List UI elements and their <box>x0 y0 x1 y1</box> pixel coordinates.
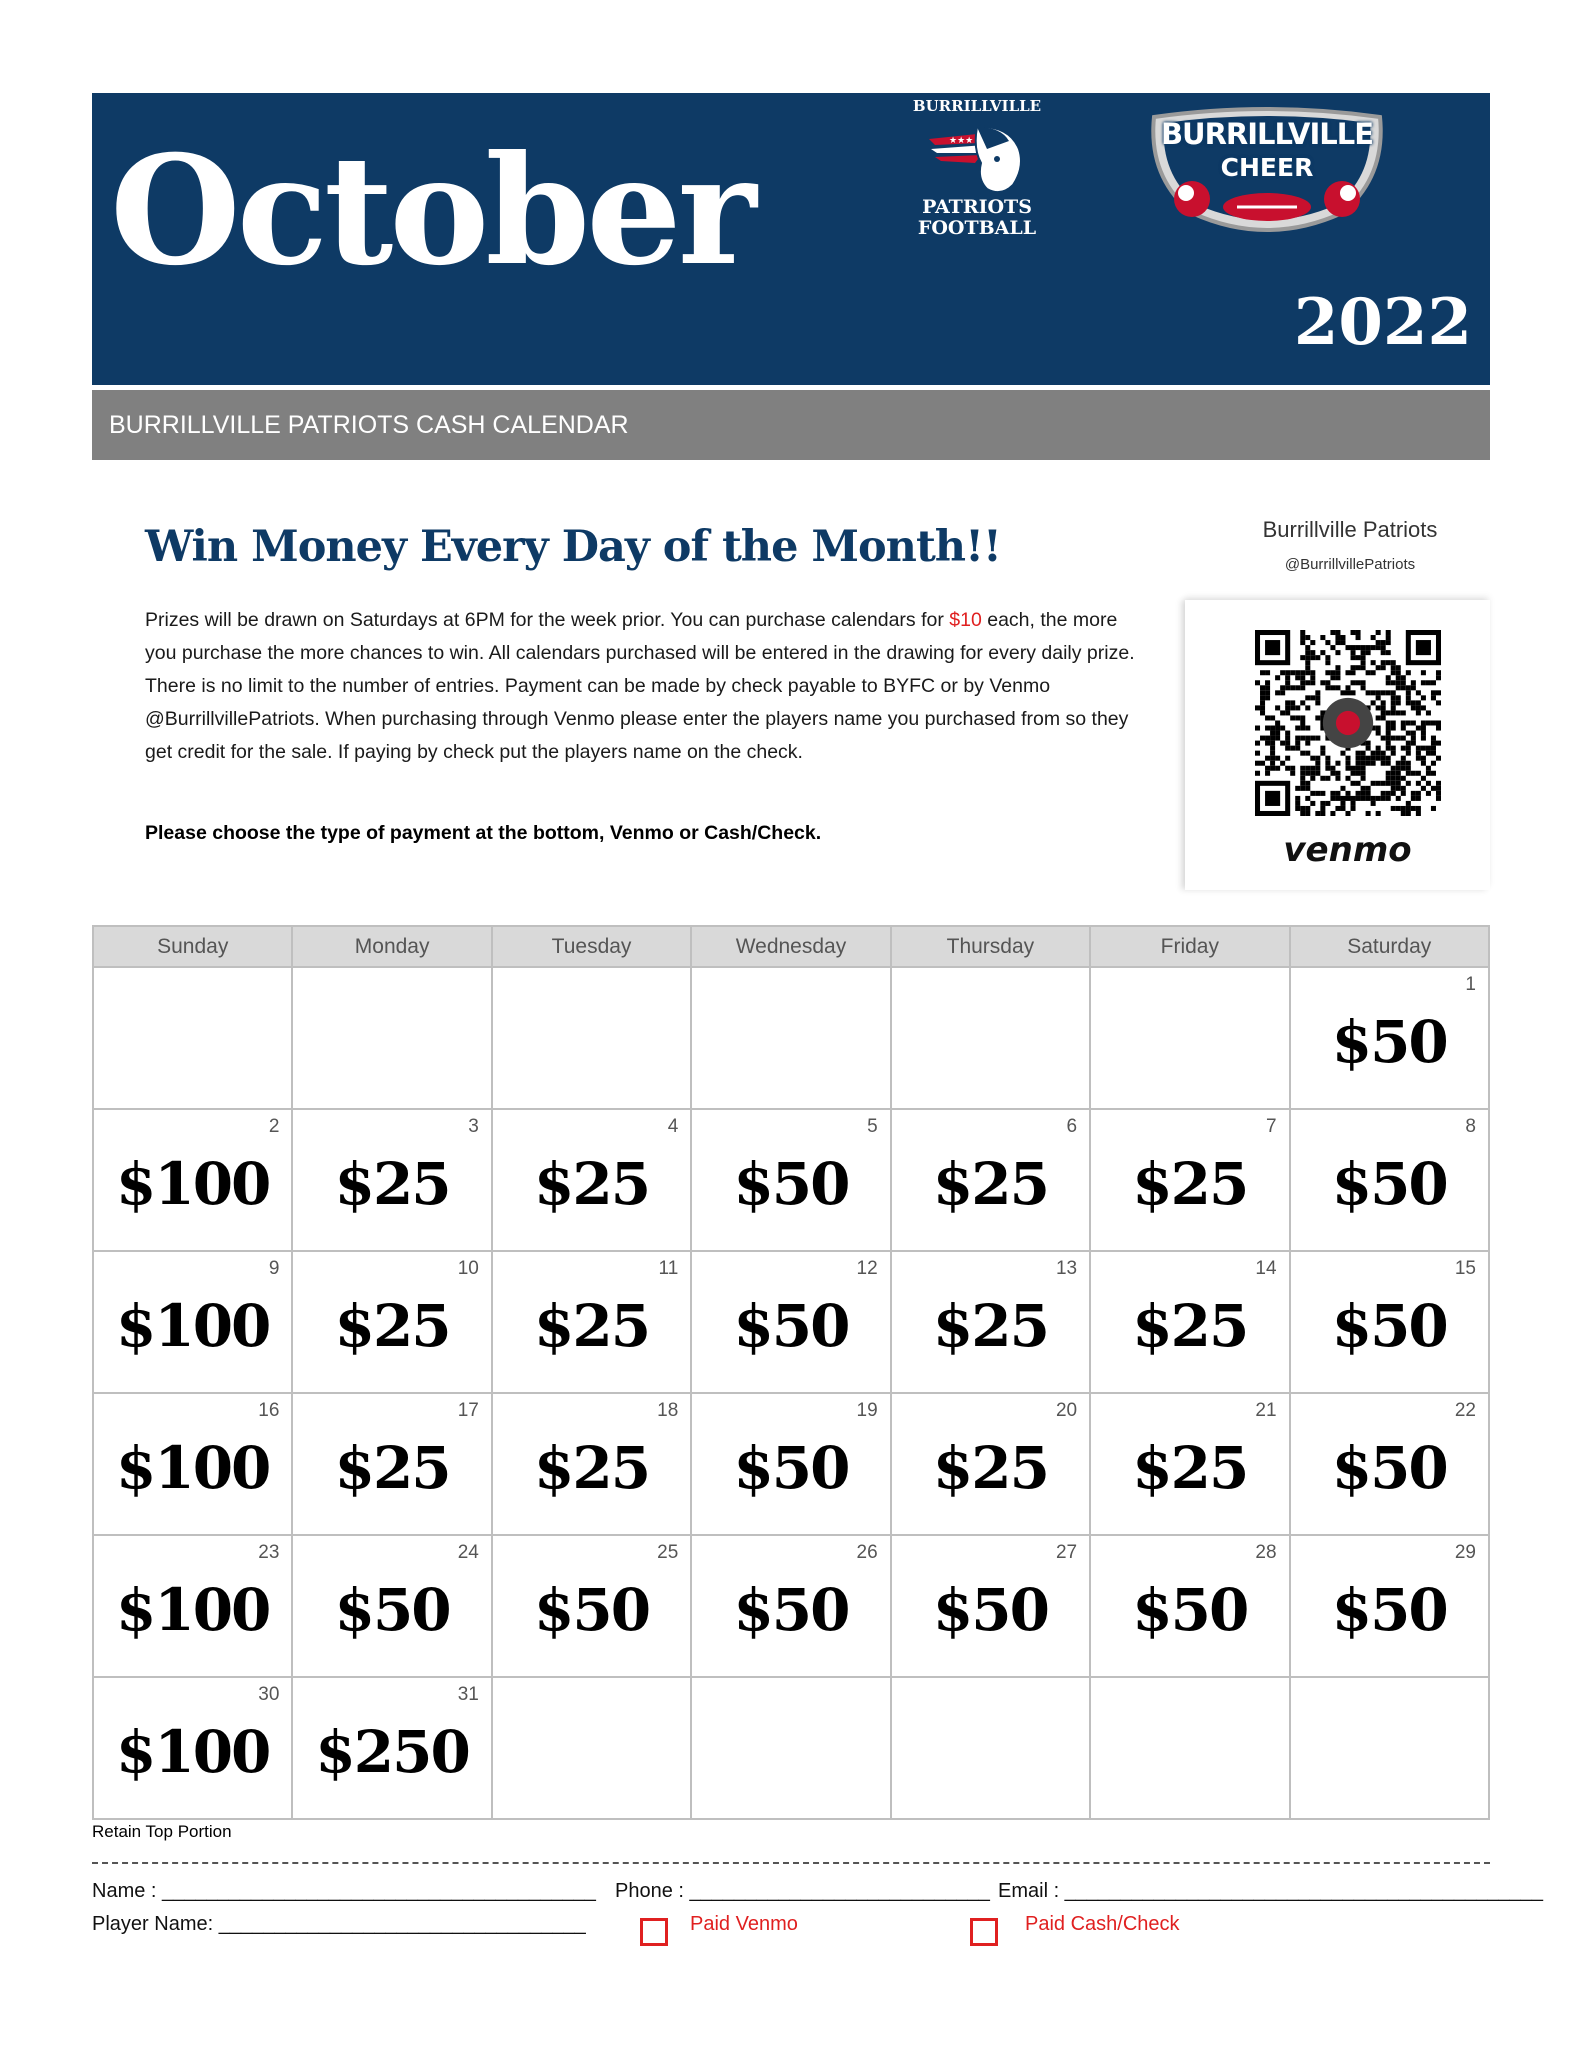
prize-amount: $100 <box>115 1718 270 1786</box>
player-name-field[interactable]: Player Name: _________________________________ <box>92 1913 586 1935</box>
prize-amount: $50 <box>733 1434 849 1502</box>
day-number: 23 <box>258 1542 280 1563</box>
patriot-head-icon <box>927 119 1027 197</box>
prize-amount: $50 <box>1331 1292 1447 1360</box>
empty-day-cell <box>891 1677 1090 1819</box>
day-cell-11 <box>492 1251 691 1393</box>
prize-amount: $100 <box>115 1576 270 1644</box>
calendar-week-row <box>93 1677 1489 1819</box>
prize-amount: $25 <box>534 1292 650 1360</box>
day-cell-20 <box>891 1393 1090 1535</box>
empty-day-cell <box>691 1677 890 1819</box>
day-number: 19 <box>856 1400 878 1421</box>
day-cell-22 <box>1290 1393 1489 1535</box>
day-cell-17 <box>292 1393 491 1535</box>
day-cell-23 <box>93 1535 292 1677</box>
prize-amount: $25 <box>932 1150 1048 1218</box>
day-cell-21 <box>1090 1393 1289 1535</box>
day-number: 9 <box>268 1258 280 1279</box>
prize-amount: $50 <box>1132 1576 1248 1644</box>
empty-day-cell <box>93 967 292 1109</box>
day-number: 14 <box>1255 1258 1277 1279</box>
name-field[interactable]: Name : _______________________________________ <box>92 1880 596 1902</box>
prize-amount: $25 <box>334 1292 450 1360</box>
calendar-week-row <box>93 1109 1489 1251</box>
day-number: 10 <box>457 1258 479 1279</box>
prize-amount: $50 <box>733 1576 849 1644</box>
day-cell-25 <box>492 1535 691 1677</box>
day-cell-13 <box>891 1251 1090 1393</box>
day-cell-6 <box>891 1109 1090 1251</box>
day-number: 1 <box>1465 974 1476 995</box>
prize-amount: $25 <box>1132 1434 1248 1502</box>
venmo-card <box>1185 600 1490 890</box>
calendar-week-row <box>93 1251 1489 1393</box>
qr-code-icon[interactable] <box>1255 630 1441 816</box>
calendar-week-row <box>93 1393 1489 1535</box>
day-number: 6 <box>1066 1116 1078 1137</box>
day-number: 28 <box>1255 1542 1277 1563</box>
day-number: 29 <box>1454 1542 1476 1563</box>
cut-line <box>92 1862 1490 1864</box>
day-number: 3 <box>468 1116 479 1137</box>
paid-venmo-label: Paid Venmo <box>690 1913 798 1935</box>
day-number: 25 <box>657 1542 679 1563</box>
weekday-header-monday: Monday <box>292 926 491 967</box>
prize-amount: $250 <box>315 1718 469 1786</box>
day-number: 8 <box>1465 1116 1476 1137</box>
day-cell-26 <box>691 1535 890 1677</box>
day-number: 24 <box>457 1542 479 1563</box>
header-banner <box>92 93 1490 385</box>
day-cell-12 <box>691 1251 890 1393</box>
prize-amount: $25 <box>932 1292 1048 1360</box>
day-cell-8 <box>1290 1109 1489 1251</box>
prize-amount: $25 <box>534 1150 650 1218</box>
day-number: 31 <box>457 1684 479 1705</box>
empty-day-cell <box>492 1677 691 1819</box>
day-number: 26 <box>856 1542 878 1563</box>
paid-venmo-checkbox[interactable] <box>640 1918 668 1946</box>
cheer-logo-line1: BURRILLVILLE <box>1160 117 1374 151</box>
prize-amount: $25 <box>1132 1150 1248 1218</box>
empty-day-cell <box>492 967 691 1109</box>
phone-field[interactable]: Phone : ___________________________ <box>615 1880 990 1902</box>
empty-day-cell <box>1290 1677 1489 1819</box>
prize-amount: $50 <box>932 1576 1048 1644</box>
day-number: 4 <box>667 1116 679 1137</box>
prize-amount: $25 <box>534 1434 650 1502</box>
prize-amount: $100 <box>115 1434 270 1502</box>
prize-amount: $50 <box>1331 1150 1447 1218</box>
prize-amount: $25 <box>932 1434 1048 1502</box>
day-number: 2 <box>268 1116 280 1137</box>
prize-amount: $50 <box>534 1576 650 1644</box>
day-cell-16 <box>93 1393 292 1535</box>
venmo-account-name: Burrillville Patriots <box>1262 517 1438 542</box>
day-cell-1 <box>1290 967 1489 1109</box>
day-number: 30 <box>258 1684 280 1705</box>
day-number: 20 <box>1055 1400 1078 1421</box>
empty-day-cell <box>292 967 491 1109</box>
day-cell-7 <box>1090 1109 1289 1251</box>
day-number: 13 <box>1055 1258 1078 1279</box>
retain-label: Retain Top Portion <box>92 1822 232 1841</box>
prize-amount: $25 <box>334 1434 450 1502</box>
prize-amount: $50 <box>1331 1008 1447 1076</box>
cheer-logo-line2: CHEER <box>1220 153 1314 182</box>
day-number: 18 <box>657 1400 679 1421</box>
weekday-header-thursday: Thursday <box>891 926 1090 967</box>
logo-football-top-text: BURRILLVILLE <box>912 97 1042 115</box>
day-number: 21 <box>1255 1400 1277 1421</box>
day-cell-10 <box>292 1251 491 1393</box>
weekday-header-sunday: Sunday <box>93 926 292 967</box>
payment-note: Please choose the type of payment at the bottom, Venmo or Cash/Check. <box>145 822 822 844</box>
empty-day-cell <box>1090 967 1289 1109</box>
calendar-week-row <box>93 1535 1489 1677</box>
day-cell-2 <box>93 1109 292 1251</box>
prize-amount: $50 <box>733 1292 849 1360</box>
day-number: 7 <box>1265 1116 1277 1137</box>
patriots-football-logo <box>902 97 1052 247</box>
day-number: 22 <box>1454 1400 1476 1421</box>
prize-amount: $100 <box>115 1150 270 1218</box>
empty-day-cell <box>1090 1677 1289 1819</box>
day-cell-30 <box>93 1677 292 1819</box>
day-cell-9 <box>93 1251 292 1393</box>
day-cell-18 <box>492 1393 691 1535</box>
year-label: 2022 <box>1293 285 1472 360</box>
day-cell-3 <box>292 1109 491 1251</box>
day-cell-24 <box>292 1535 491 1677</box>
day-number: 11 <box>658 1258 679 1279</box>
prize-amount: $25 <box>334 1150 450 1218</box>
headline: Win Money Every Day of the Month!! <box>145 522 1001 572</box>
day-cell-4 <box>492 1109 691 1251</box>
price-highlight: $10 <box>949 609 982 631</box>
day-number: 12 <box>856 1258 878 1279</box>
day-cell-15 <box>1290 1251 1489 1393</box>
venmo-account-handle: @BurrillvillePatriots <box>1284 556 1416 573</box>
prize-calendar <box>92 925 1490 1820</box>
day-cell-31 <box>292 1677 491 1819</box>
prize-amount: $50 <box>733 1150 849 1218</box>
intro-paragraph: Prizes will be drawn on Saturdays at 6PM for the week prior. You can purchase calendars for $10 each, the more you purchase the more chances to win. All calendars purchased will be entered in the drawing for every daily prize. There is no limit to the number of entries. Payment can be made by check payable to BYFC or by Venmo @BurrillvillePatriots. When purchasing through Venmo please enter the players name you purchased from so they get credit for the sale. If paying by check put the players name on the check. <box>145 609 1135 763</box>
weekday-header-tuesday: Tuesday <box>492 926 691 967</box>
day-number: 17 <box>457 1400 479 1421</box>
month-title: October <box>110 123 753 299</box>
prize-amount: $25 <box>1132 1292 1248 1360</box>
weekday-header-wednesday: Wednesday <box>691 926 890 967</box>
day-number: 15 <box>1454 1258 1476 1279</box>
weekday-header-friday: Friday <box>1090 926 1289 967</box>
paid-cash-checkbox[interactable] <box>970 1918 998 1946</box>
prize-amount: $50 <box>1331 1576 1447 1644</box>
day-cell-28 <box>1090 1535 1289 1677</box>
subtitle-text: BURRILLVILLE PATRIOTS CASH CALENDAR <box>109 411 629 439</box>
subtitle-bar <box>92 390 1490 460</box>
day-number: 16 <box>258 1400 280 1421</box>
weekday-header-row <box>93 926 1489 967</box>
prize-amount: $50 <box>334 1576 450 1644</box>
email-field[interactable]: Email : ___________________________________________ <box>998 1880 1543 1902</box>
calendar-body <box>93 967 1489 1819</box>
weekday-header-saturday: Saturday <box>1290 926 1489 967</box>
day-cell-29 <box>1290 1535 1489 1677</box>
day-cell-27 <box>891 1535 1090 1677</box>
day-number: 5 <box>867 1116 878 1137</box>
day-number: 27 <box>1055 1542 1078 1563</box>
venmo-brand: venmo <box>1283 830 1412 870</box>
logo-football-bottom-text: PATRIOTS FOOTBALL <box>917 196 1037 239</box>
burrillville-cheer-logo <box>1142 107 1392 237</box>
empty-day-cell <box>891 967 1090 1109</box>
prize-amount: $100 <box>115 1292 270 1360</box>
day-cell-14 <box>1090 1251 1289 1393</box>
paid-cash-label: Paid Cash/Check <box>1025 1913 1180 1935</box>
svg-text:★★★: ★★★ <box>949 135 974 145</box>
day-cell-5 <box>691 1109 890 1251</box>
calendar-week-row <box>93 967 1489 1109</box>
empty-day-cell <box>691 967 890 1109</box>
day-cell-19 <box>691 1393 890 1535</box>
prize-amount: $50 <box>1331 1434 1447 1502</box>
